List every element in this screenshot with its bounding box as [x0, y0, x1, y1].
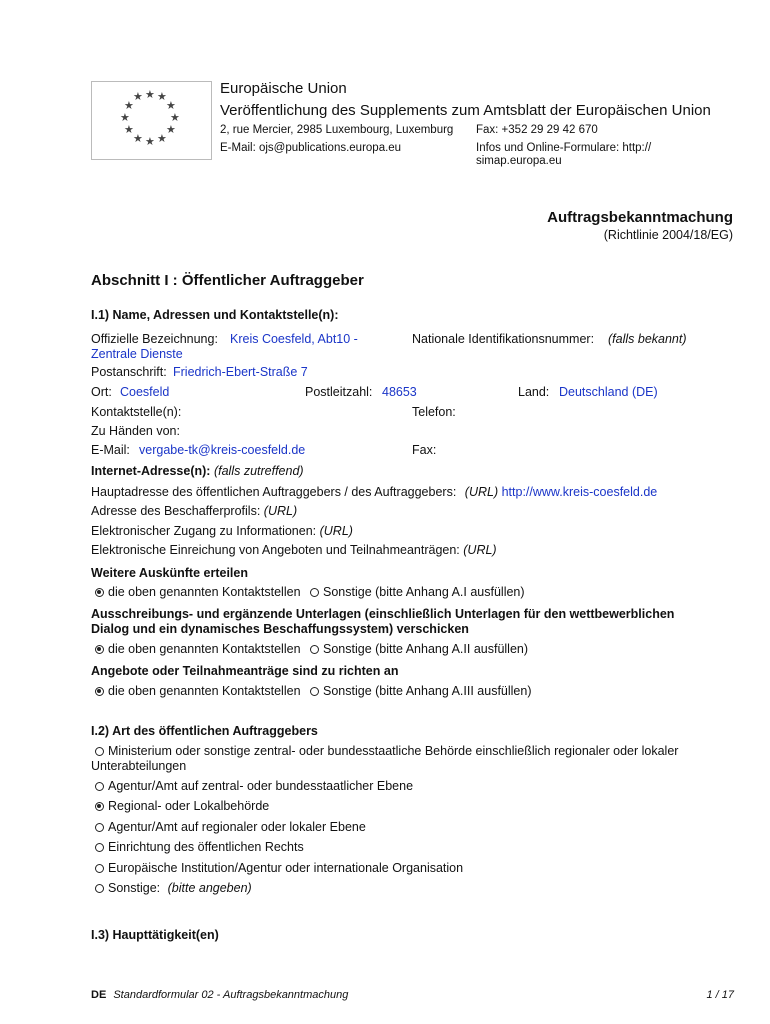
- official-name-label: Offizielle Bezeichnung:: [91, 332, 218, 346]
- documents-options: [95, 642, 528, 656]
- main-address-link[interactable]: http://www.kreis-coesfeld.de: [501, 485, 658, 499]
- footer-form: [91, 989, 348, 1001]
- radio-label: die oben genannten Kontaktstellen: [108, 684, 301, 698]
- official-name-value-cont: Zentrale Dienste: [91, 347, 183, 361]
- header-org: Europäische Union: [220, 80, 347, 97]
- url-hint: (URL): [319, 524, 353, 538]
- footer-form-name: Standardformular 02 - Auftragsbekanntmachung: [113, 989, 349, 1001]
- star-icon: ★: [124, 124, 134, 136]
- header-subtitle: Veröffentlichung des Supplements zum Amtsblatt der Europäischen Union: [220, 102, 711, 119]
- star-icon: ★: [133, 133, 143, 145]
- radio-other[interactable]: [310, 687, 319, 696]
- official-name-value: Kreis Coesfeld, Abt10 -: [230, 332, 358, 346]
- radio-above-contacts[interactable]: [95, 687, 104, 696]
- main-address-label: Hauptadresse des öffentlichen Auftraggebers / des Auftraggebers:: [91, 485, 457, 499]
- postal-label: Postanschrift:: [91, 365, 167, 379]
- star-icon: ★: [157, 91, 167, 103]
- i2-option-central-agency: [95, 779, 413, 793]
- page-number: 1 / 17: [706, 989, 734, 1001]
- radio-above-contacts[interactable]: [95, 645, 104, 654]
- radio-other[interactable]: [95, 884, 104, 893]
- electronic-access-row: [91, 524, 353, 538]
- national-id-hint: (falls bekannt): [608, 332, 687, 346]
- internet-row: [91, 464, 304, 478]
- tenders-options: [95, 684, 532, 698]
- radio-label: Ministerium oder sonstige zentral- oder bundesstaatliche Behörde einschließlich regionaler oder lokaler: [108, 744, 679, 758]
- star-icon: ★: [166, 124, 176, 136]
- star-icon: ★: [124, 100, 134, 112]
- further-info-options: [95, 585, 525, 599]
- documents-heading-cont: Dialog und ein dynamisches Beschaffungssystem) verschicken: [91, 622, 469, 636]
- internet-label: Internet-Adresse(n):: [91, 464, 211, 478]
- other-hint: (bitte angeben): [167, 881, 252, 895]
- star-icon: ★: [166, 100, 176, 112]
- star-icon: ★: [133, 91, 143, 103]
- radio-label: Europäische Institution/Agentur oder internationale Organisation: [108, 861, 464, 875]
- zip-label: Postleitzahl:: [305, 385, 373, 399]
- city-value: Coesfeld: [120, 385, 170, 399]
- i2-option-regional-agency: [95, 820, 366, 834]
- fax-label: Fax:: [412, 443, 437, 457]
- radio-ministry[interactable]: [95, 747, 104, 756]
- radio-label: die oben genannten Kontaktstellen: [108, 642, 301, 656]
- i2-option-other: [95, 881, 252, 895]
- attention-label: Zu Händen von:: [91, 424, 180, 438]
- i2-option-public-body: [95, 840, 304, 854]
- email-label: E-Mail:: [91, 443, 130, 457]
- documents-heading: Ausschreibungs- und ergänzende Unterlagen (einschließlich Unterlagen für den wettbewerblichen: [91, 607, 675, 621]
- internet-hint: (falls zutreffend): [213, 464, 304, 478]
- radio-label: Sonstige (bitte Anhang A.II ausfüllen): [323, 642, 529, 656]
- electronic-submission-row: [91, 543, 497, 557]
- header-infos-line2: simap.europa.eu: [476, 155, 562, 167]
- star-icon: ★: [170, 112, 180, 124]
- url-hint: (URL): [463, 543, 497, 557]
- star-icon: ★: [145, 89, 155, 101]
- further-info-heading: Weitere Auskünfte erteilen: [91, 566, 248, 580]
- i2-option-regional-authority: [95, 799, 269, 813]
- star-icon: ★: [157, 133, 167, 145]
- radio-label: Sonstige (bitte Anhang A.I ausfüllen): [323, 585, 525, 599]
- phone-label: Telefon:: [412, 405, 456, 419]
- eu-flag-logo: [91, 81, 212, 160]
- postal-value: Friedrich-Ebert-Straße 7: [173, 365, 308, 379]
- i3-heading: I.3) Haupttätigkeit(en): [91, 928, 219, 942]
- url-hint: (URL): [464, 485, 499, 499]
- radio-other[interactable]: [310, 588, 319, 597]
- radio-other[interactable]: [310, 645, 319, 654]
- contact-label: Kontaktstelle(n):: [91, 405, 182, 419]
- i2-option-european-institution: [95, 861, 463, 875]
- radio-regional-authority[interactable]: [95, 802, 104, 811]
- url-hint: (URL): [263, 504, 298, 518]
- radio-public-body[interactable]: [95, 843, 104, 852]
- radio-european-institution[interactable]: [95, 864, 104, 873]
- section-heading: Abschnitt I : Öffentlicher Auftraggeber: [91, 272, 364, 289]
- notice-directive: (Richtlinie 2004/18/EG): [603, 228, 733, 242]
- radio-label: Agentur/Amt auf zentral- oder bundesstaatlicher Ebene: [108, 779, 414, 793]
- buyer-profile-label: Adresse des Beschafferprofils:: [91, 504, 261, 518]
- header-infos-line1: Infos und Online-Formulare: http://: [476, 142, 652, 154]
- footer-lang: DE: [91, 989, 107, 1001]
- national-id-label: Nationale Identifikationsnummer:: [412, 332, 595, 346]
- radio-label: Agentur/Amt auf regionaler oder lokaler Ebene: [108, 820, 366, 834]
- radio-above-contacts[interactable]: [95, 588, 104, 597]
- star-icon: ★: [145, 136, 155, 148]
- radio-label: Sonstige:: [108, 881, 161, 895]
- electronic-submission-label: Elektronische Einreichung von Angeboten und Teilnahmeanträgen:: [91, 543, 460, 557]
- country-label: Land:: [518, 385, 550, 399]
- tenders-heading: Angebote oder Teilnahmeanträge sind zu richten an: [91, 664, 399, 678]
- radio-regional-agency[interactable]: [95, 823, 104, 832]
- header-fax: Fax: +352 29 29 42 670: [476, 124, 598, 136]
- header-email: E-Mail: ojs@publications.europa.eu: [220, 142, 402, 154]
- header-address: 2, rue Mercier, 2985 Luxembourg, Luxemburg: [220, 124, 454, 136]
- radio-label: die oben genannten Kontaktstellen: [108, 585, 301, 599]
- radio-label: Regional- oder Lokalbehörde: [108, 799, 270, 813]
- city-label: Ort:: [91, 385, 112, 399]
- i2-heading: I.2) Art des öffentlichen Auftraggebers: [91, 724, 318, 738]
- email-value[interactable]: vergabe-tk@kreis-coesfeld.de: [139, 443, 306, 457]
- i2-option-ministry-cont: Unterabteilungen: [91, 759, 187, 773]
- star-icon: ★: [120, 112, 130, 124]
- buyer-profile-row: [91, 504, 297, 518]
- main-address-row: [91, 485, 657, 499]
- notice-title: Auftragsbekanntmachung: [547, 209, 733, 226]
- country-value: Deutschland (DE): [559, 385, 658, 399]
- radio-label: Sonstige (bitte Anhang A.III ausfüllen): [323, 684, 532, 698]
- radio-central-agency[interactable]: [95, 782, 104, 791]
- i1-heading: I.1) Name, Adressen und Kontaktstelle(n):: [91, 308, 339, 322]
- radio-label: Einrichtung des öffentlichen Rechts: [108, 840, 304, 854]
- i2-option-ministry: [95, 744, 678, 758]
- electronic-access-label: Elektronischer Zugang zu Informationen:: [91, 524, 317, 538]
- zip-value: 48653: [382, 385, 417, 399]
